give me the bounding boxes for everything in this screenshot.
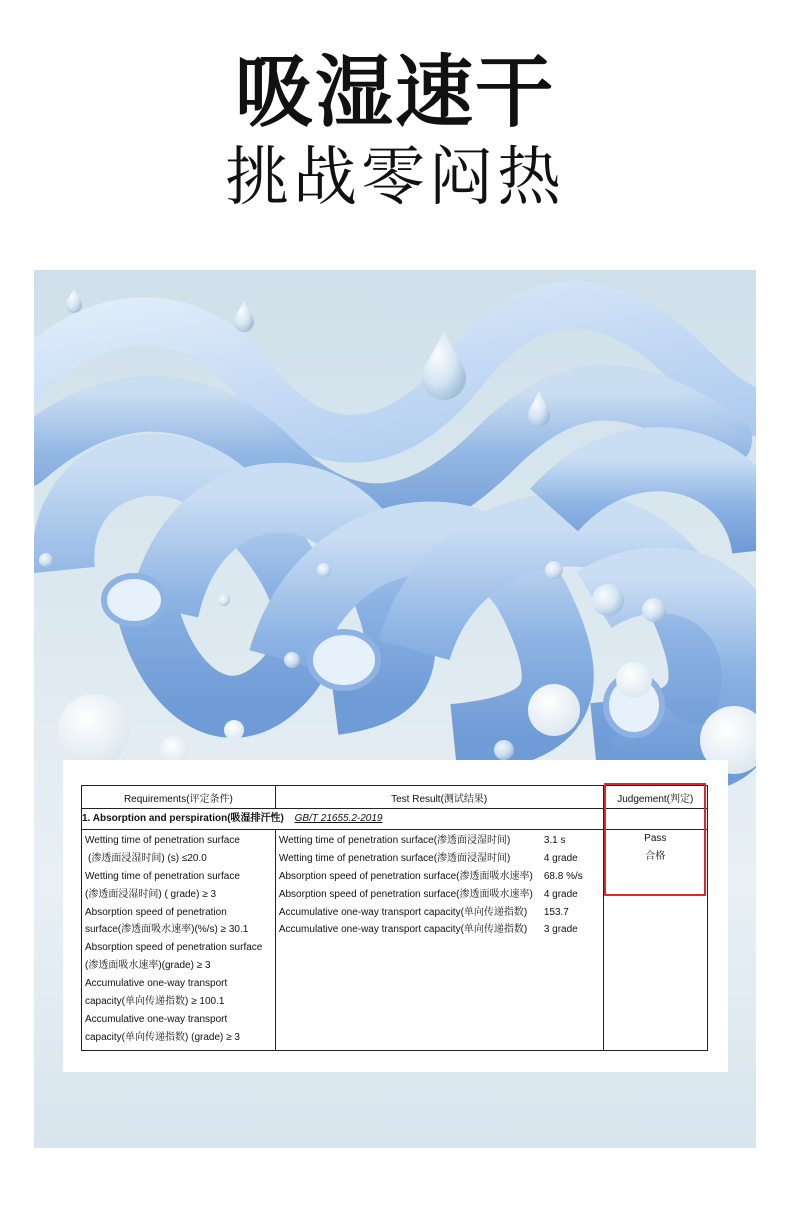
result-value: 4 grade xyxy=(543,888,578,900)
judgement-highlight-box xyxy=(604,783,706,896)
section-title: 1. Absorption and perspiration(吸湿排汗性) xyxy=(82,813,284,824)
requirement-line: Wetting time of penetration surface xyxy=(85,835,240,846)
result-label: Accumulative one-way transport capacity(单向传递指数) xyxy=(278,906,528,918)
requirement-line: (渗透面吸水速率)(grade) ≥ 3 xyxy=(85,960,211,972)
result-value: 153.7 xyxy=(543,906,569,918)
results-cell xyxy=(275,830,603,1051)
result-value: 3.1 s xyxy=(543,835,566,846)
result-value: 68.8 %/s xyxy=(543,870,583,882)
page-title: 吸湿速干 xyxy=(234,48,555,138)
test-result-header: Test Result(测试结果) xyxy=(275,786,603,809)
result-line xyxy=(276,832,603,850)
requirement-line: Accumulative one-way transport xyxy=(85,1013,228,1025)
result-label: Absorption speed of penetration surface(渗透面吸水速率) xyxy=(278,870,533,882)
result-value: 4 grade xyxy=(543,852,578,864)
requirement-line: Absorption speed of penetration xyxy=(85,906,227,918)
page-subtitle: 挑战零闷热 xyxy=(225,141,565,215)
requirement-line: (渗透面浸湿时间) (s) ≤20.0 xyxy=(88,852,207,864)
result-line xyxy=(276,886,603,904)
requirement-line: Wetting time of penetration surface xyxy=(85,870,240,882)
requirement-line: surface(渗透面吸水速率)(%/s) ≥ 30.1 xyxy=(85,924,249,936)
requirements-cell xyxy=(82,830,276,1051)
requirement-line: Absorption speed of penetration surface xyxy=(85,942,263,954)
judgement-header: Judgement(判定) xyxy=(603,786,707,809)
judgement-en: Pass xyxy=(644,833,667,844)
requirements-header: Requirements(评定条件) xyxy=(82,786,276,809)
result-label: Wetting time of penetration surface(渗透面浸湿时间) xyxy=(278,852,511,864)
requirement-line: Accumulative one-way transport xyxy=(85,978,228,990)
result-label: Wetting time of penetration surface(渗透面浸湿时间) xyxy=(278,835,511,846)
requirement-line: capacity(单向传递指数) (grade) ≥ 3 xyxy=(85,1031,240,1043)
result-label: Absorption speed of penetration surface(渗透面吸水速率) xyxy=(278,888,533,900)
standard-code: GB/T 21655.2-2019 xyxy=(294,813,383,824)
test-report-card xyxy=(63,760,728,1072)
requirement-line: (渗透面浸湿时间) ( grade) ≥ 3 xyxy=(85,888,217,900)
result-value: 3 grade xyxy=(543,924,578,936)
judgement-zh: 合格 xyxy=(645,850,666,862)
result-line xyxy=(276,850,603,868)
result-line xyxy=(276,904,603,922)
result-line xyxy=(276,868,603,886)
result-label: Accumulative one-way transport capacity(单向传递指数) xyxy=(278,924,528,936)
result-line xyxy=(276,921,603,939)
requirement-line: capacity(单向传递指数) ≥ 100.1 xyxy=(85,996,225,1008)
